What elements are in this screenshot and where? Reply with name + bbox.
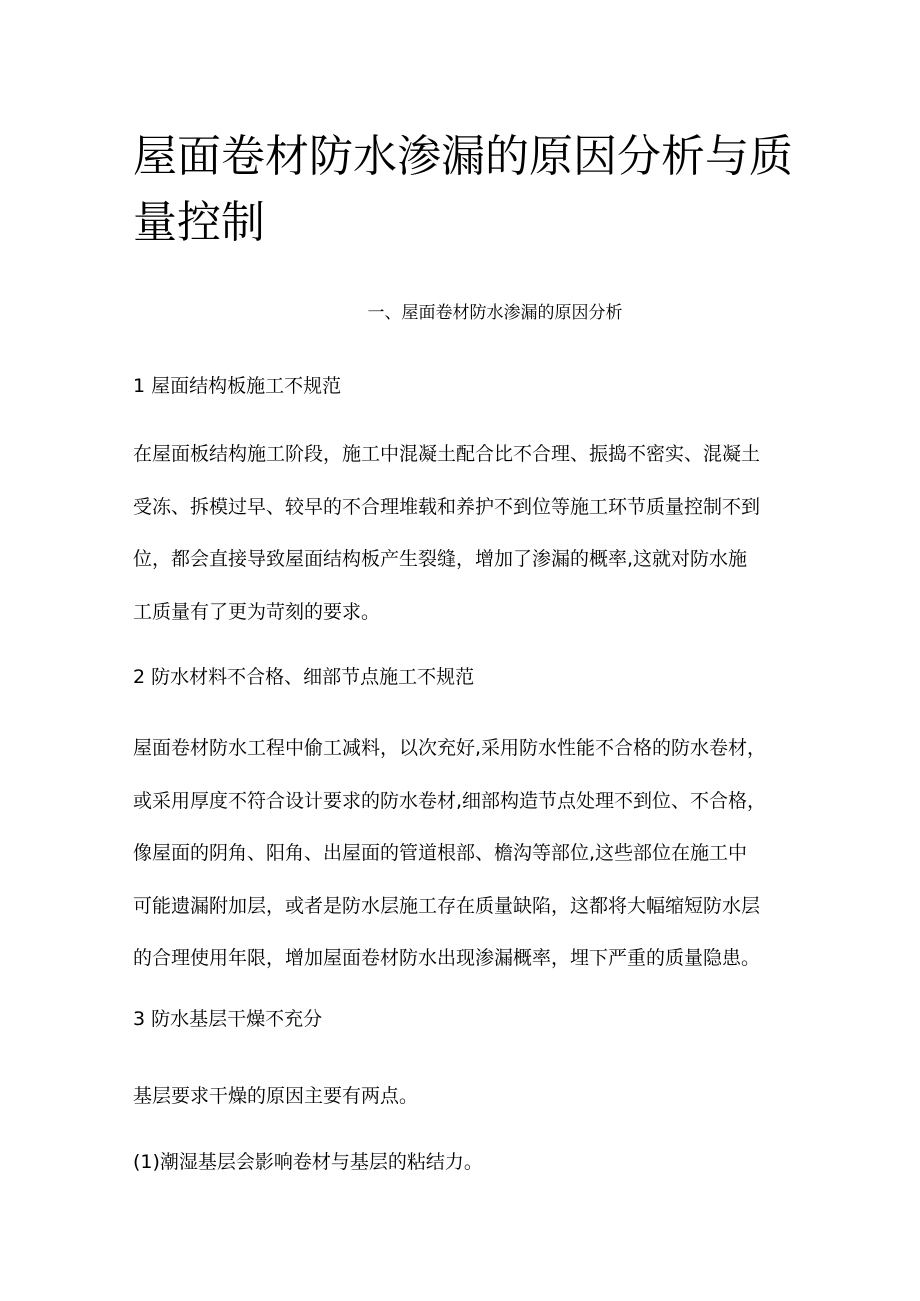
paragraph-line: 或采用厚度不符合设计要求的防水卷材,细部构造节点处理不到位、不合格， [133, 789, 767, 812]
paragraph-line: 屋面卷材防水工程中偷工减料，以次充好,采用防水性能不合格的防水卷材， [133, 737, 767, 759]
paragraph-line: 的合理使用年限，增加屋面卷材防水出现渗漏概率，埋下严重的质量隐患。 [133, 947, 761, 969]
paragraph-line: 位，都会直接导致屋面结构板产生裂缝，增加了渗漏的概率,这就对防水施 [133, 548, 748, 570]
subsection-3-heading: 3 防水基层干燥不充分 [133, 1008, 323, 1030]
section-heading-text: 一、屋面卷材防水渗漏的原因分析 [367, 303, 623, 323]
subsection-2-paragraph [133, 722, 813, 985]
paragraph-line: 在屋面板结构施工阶段，施工中混凝土配合比不合理、振捣不密实、混凝土 [133, 443, 761, 465]
subsection-1-paragraph [133, 428, 813, 638]
section-heading [0, 300, 920, 326]
paragraph-line: 受冻、拆模过早、较早的不合理堆载和养护不到位等施工环节质量控制不到 [133, 495, 761, 518]
subsection-3-paragraph [133, 1063, 813, 1195]
document-title: 屋面卷材防水渗漏的原因分析与质量控制 [133, 131, 793, 248]
paragraph-line: 基层要求干燥的原因主要有两点。 [133, 1085, 419, 1107]
paragraph-line: (1)潮湿基层会影响卷材与基层的粘结力。 [133, 1151, 483, 1173]
paragraph-line: 可能遗漏附加层，或者是防水层施工存在质量缺陷，这都将大幅缩短防水层 [133, 894, 761, 917]
subsection-2-heading: 2 防水材料不合格、细部节点施工不规范 [133, 666, 475, 688]
paragraph-line: 像屋面的阴角、阳角、出屋面的管道根部、檐沟等部位,这些部位在施工中 [133, 842, 748, 864]
subsection-1-heading: 1 屋面结构板施工不规范 [133, 375, 342, 397]
paragraph-line: 工质量有了更为苛刻的要求。 [133, 600, 381, 623]
